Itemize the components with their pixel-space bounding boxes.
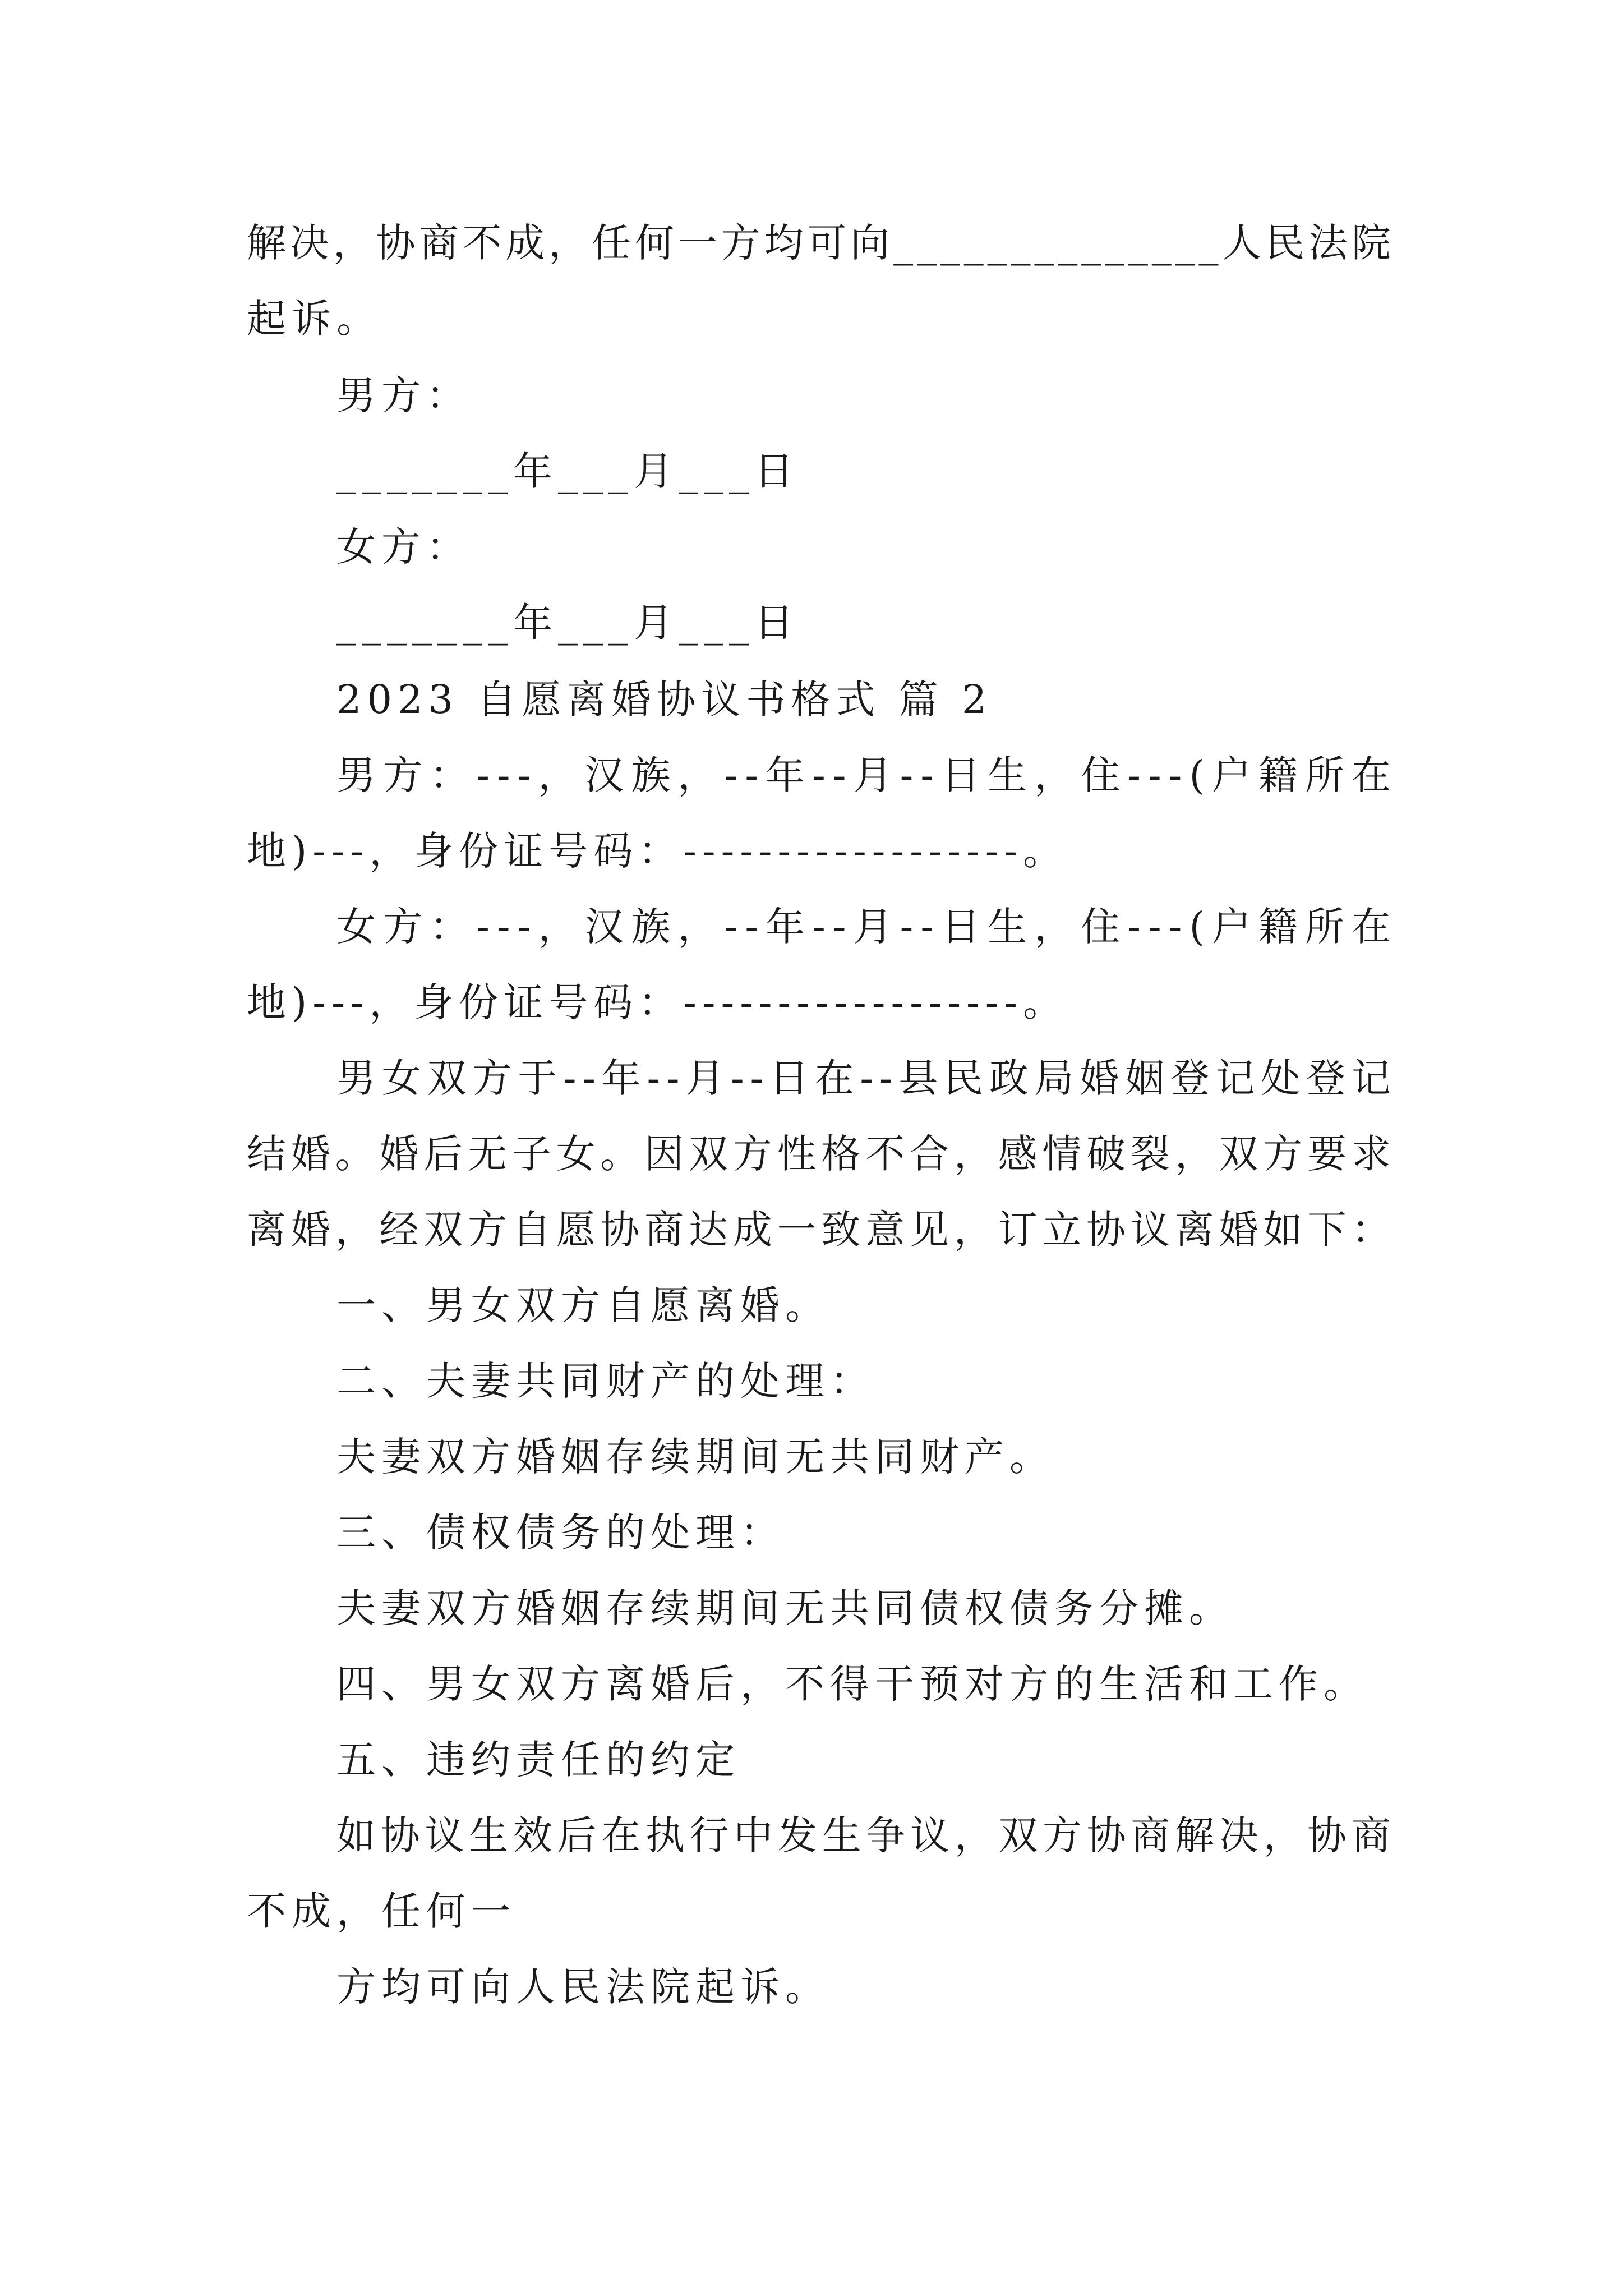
signature-label-female: 女方： xyxy=(336,524,471,570)
clause-item: 五、违约责任的约定 xyxy=(336,1737,740,1783)
section-heading: 2023 自愿离婚协议书格式 篇 2 xyxy=(336,677,993,723)
paragraph-line: 地)---，身份证号码：------------------。 xyxy=(247,828,1068,874)
paragraph-line: 不成，任何一 xyxy=(247,1888,516,1934)
paragraph-line: 方均可向人民法院起诉。 xyxy=(336,1964,830,2010)
paragraph-line: 夫妻双方婚姻存续期间无共同债权债务分摊。 xyxy=(336,1585,1234,1631)
paragraph-line: 解 决 ， 协 商 不 成 ， 任 何 一 方 均 可 向 _ _ _ _ _ _ _ _ _ _ _ _ _ _ 人 民 法 院 xyxy=(247,220,1391,266)
clause-item: 三、债权债务的处理： xyxy=(336,1510,785,1556)
paragraph-line: 如 协 议 生 效 后 在 执 行 中 发 生 争 议 ， 双 方 协 商 解 决 ， 协 商 xyxy=(336,1812,1391,1858)
paragraph-line: 女 方 ： - - - ， 汉 族 ， - - 年 - - 月 - - 日 生 ， 住 - - - ( 户 籍 所 在 xyxy=(336,904,1391,950)
paragraph-line: 离 婚 ， 经 双 方 自 愿 协 商 达 成 一 致 意 见 ， 订 立 协 议 离 婚 如 下 ： xyxy=(247,1207,1391,1253)
clause-item: 四、男女双方离婚后，不得干预对方的生活和工作。 xyxy=(336,1661,1368,1707)
clause-item: 一、男女双方自愿离婚。 xyxy=(336,1282,830,1328)
signature-date-male: _______年___月___日 xyxy=(336,448,799,494)
paragraph-line: 起诉。 xyxy=(247,296,381,342)
signature-date-female: _______年___月___日 xyxy=(336,600,799,646)
paragraph-line: 男 方 ： - - - ， 汉 族 ， - - 年 - - 月 - - 日 生 ， 住 - - - ( 户 籍 所 在 xyxy=(336,752,1391,798)
paragraph-line: 男 女 双 方 于 - - 年 - - 月 - - 日 在 - - 县 民 政 局 婚 姻 登 记 处 登 记 xyxy=(336,1055,1391,1101)
paragraph-line: 结 婚 。 婚 后 无 子 女 。 因 双 方 性 格 不 合 ， 感 情 破 裂 ， 双 方 要 求 xyxy=(247,1131,1391,1177)
paragraph-line: 夫妻双方婚姻存续期间无共同财产。 xyxy=(336,1434,1054,1480)
clause-item: 二、夫妻共同财产的处理： xyxy=(336,1358,875,1404)
paragraph-line: 地)---，身份证号码：------------------。 xyxy=(247,979,1068,1025)
signature-label-male: 男方： xyxy=(336,372,471,418)
